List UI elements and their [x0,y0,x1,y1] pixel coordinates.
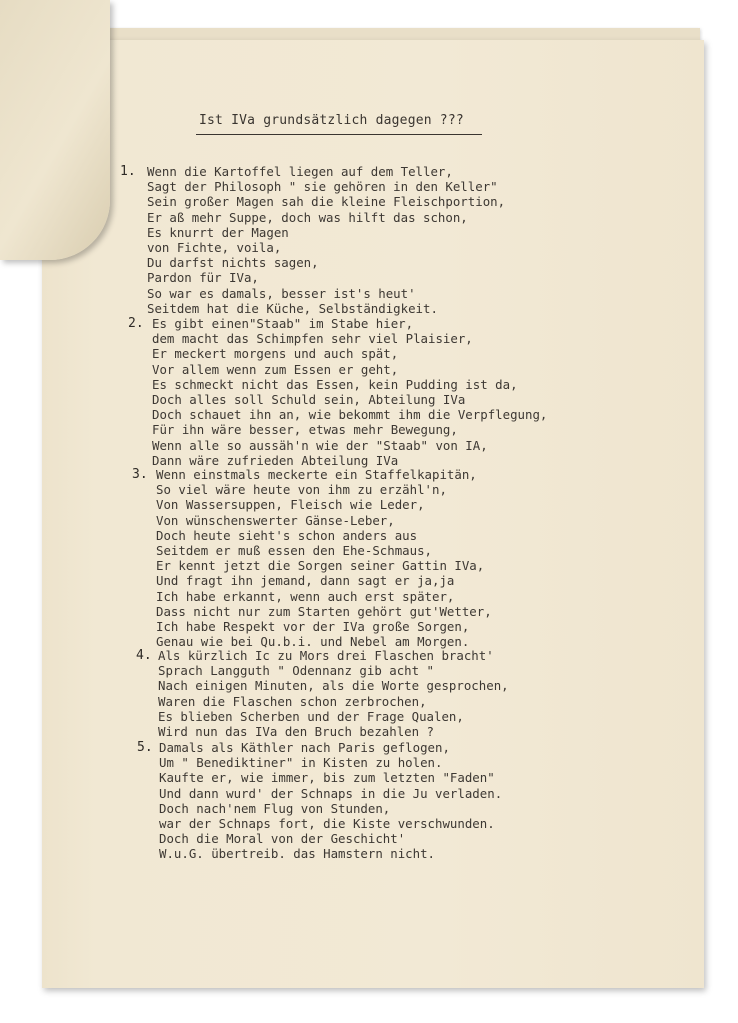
verse-line: dem macht das Schimpfen sehr viel Plaisier, [152,331,473,347]
verse-line: Vor allem wenn zum Essen er geht, [152,361,399,377]
verse-line: Er aß mehr Suppe, doch was hilft das schon, [147,209,468,225]
verse-line: W.u.G. übertreib. das Hamstern nicht. [159,846,436,862]
stanza-number: 4. [136,648,152,663]
verse-line: Waren die Flaschen schon zerbrochen, [158,693,427,709]
verse-line: Ich habe Respekt vor der IVa große Sorgen, [156,619,470,635]
verse-line: Seitdem hat die Küche, Selbständigkeit. [147,300,438,316]
verse-line: Du darfst nichts sagen, [147,255,319,271]
stanza-number: 3. [132,467,148,482]
title-underline [196,134,482,135]
verse-line: So war es damals, besser ist's heut' [147,285,416,301]
verse-line: Doch nach'nem Flug von Stunden, [159,800,391,816]
stanza-number: 2. [128,316,144,331]
verse-line: Pardon für IVa, [147,270,259,286]
verse-line: Wenn alle so aussäh'n wie der "Staab" von IA, [152,437,488,453]
stanza-lines [158,648,509,739]
verse-line: Als kürzlich Ic zu Mors drei Flaschen bracht' [158,648,494,663]
verse-line: Kaufte er, wie immer, bis zum letzten "Faden" [159,770,495,786]
verse-line: Wenn die Kartoffel liegen auf dem Teller, [147,164,453,179]
verse-line: war der Schnaps fort, die Kiste verschwunden. [159,816,495,832]
verse-line: Wenn einstmals meckerte ein Staffelkapitän, [156,467,477,482]
verse-line: von Fichte, voila, [147,240,282,256]
verse-line: Doch alles soll Schuld sein, Abteilung IVa [152,392,466,408]
stanza-number: 5. [137,740,153,755]
verse-line: Und fragt ihn jemand, dann sagt er ja,ja [156,573,455,589]
verse-line: Genau wie bei Qu.b.i. und Nebel am Morgen. [156,634,470,650]
verse-line: Sprach Langguth " Odennanz gib acht " [158,663,435,679]
verse-line: Von Wassersuppen, Fleisch wie Leder, [156,497,425,513]
verse-line: Es schmeckt nicht das Essen, kein Pudding ist da, [152,376,518,392]
folded-page-corner [0,0,110,260]
verse-line: Für ihn wäre besser, etwas mehr Bewegung, [152,422,458,438]
verse-line: So viel wäre heute von ihm zu erzähl'n, [156,482,447,498]
verse-line: Sagt der Philosoph " sie gehören in den Keller" [147,179,498,195]
verse-line: Sein großer Magen sah die kleine Fleischportion, [147,194,506,210]
verse-line: Er meckert morgens und auch spät, [152,346,399,362]
verse-line: Doch die Moral von der Geschicht' [159,831,406,847]
verse-line: Von wünschenswerter Gänse-Leber, [156,512,395,528]
stanza-lines [156,467,492,649]
verse-line: Doch heute sieht's schon anders aus [156,527,418,543]
stanza-number: 1. [120,164,136,179]
verse-line: Nach einigen Minuten, als die Worte gesprochen, [158,678,509,694]
stanza-lines [159,740,502,862]
verse-line: Dann wäre zufrieden Abteilung IVa [152,452,399,468]
verse-line: Dass nicht nur zum Starten gehört gut'Wetter, [156,603,492,619]
verse-line: Doch schauet ihn an, wie bekommt ihm die Verpflegung, [152,407,548,423]
verse-line: Ich habe erkannt, wenn auch erst später, [156,588,455,604]
stanza-lines [147,164,505,316]
verse-line: Wird nun das IVa den Bruch bezahlen ? [158,724,435,740]
verse-line: Es blieben Scherben und der Frage Qualen, [158,708,464,724]
document-title: Ist IVa grundsätzlich dagegen ??? [199,113,464,128]
verse-line: Seitdem er muß essen den Ehe-Schmaus, [156,543,433,559]
verse-line: Er kennt jetzt die Sorgen seiner Gattin IVa, [156,558,485,574]
verse-line: Um " Benediktiner" in Kisten zu holen. [159,755,443,771]
stanza-lines [152,316,547,468]
verse-line: Es knurrt der Magen [147,224,289,240]
verse-line: Es gibt einen"Staab" im Stabe hier, [152,316,414,331]
verse-line: Und dann wurd' der Schnaps in die Ju verladen. [159,785,503,801]
verse-line: Damals als Käthler nach Paris geflogen, [159,740,450,755]
